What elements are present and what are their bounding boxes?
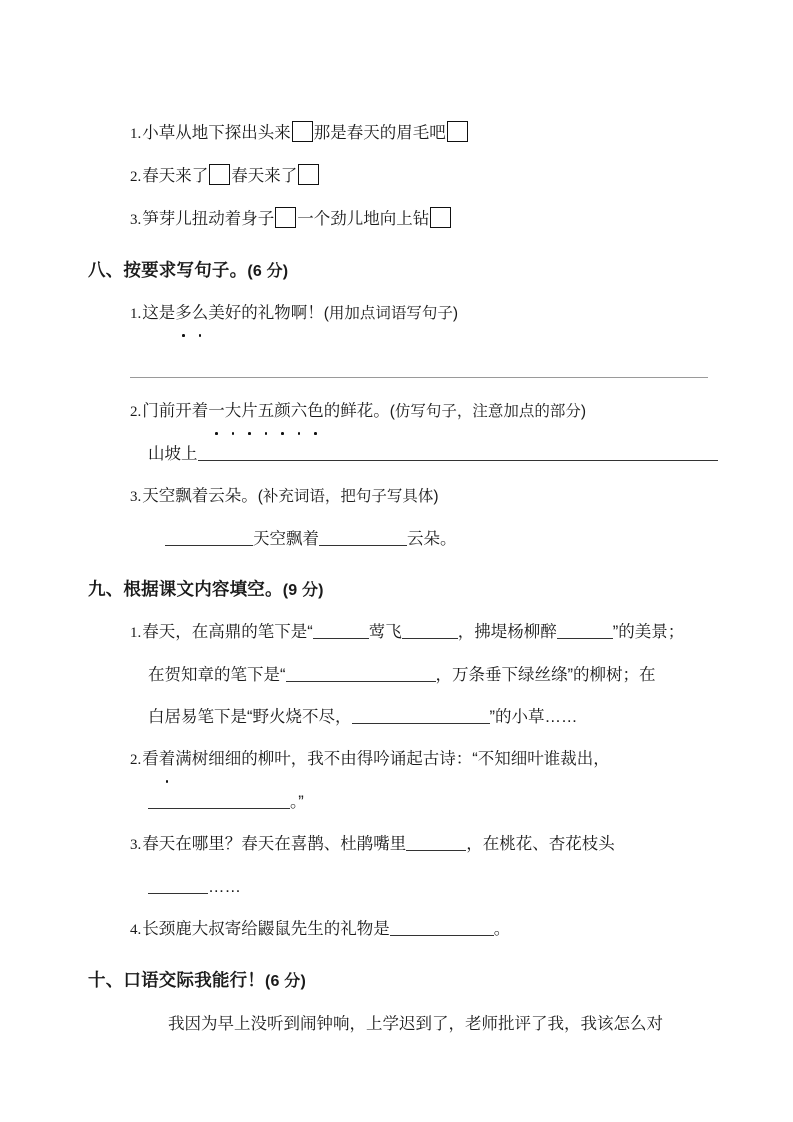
answer-blank[interactable] — [148, 878, 208, 894]
item-number: 1. — [130, 306, 142, 322]
section-eight-points: (6 分) — [247, 263, 289, 280]
item-number: 1. — [130, 126, 142, 142]
item-text: 春天来了 — [142, 167, 209, 185]
answer-blank[interactable] — [198, 445, 538, 461]
spacer — [0, 560, 793, 569]
answer-tail-text: 云朵。 — [407, 530, 457, 548]
answer-blank[interactable] — [313, 623, 369, 639]
spacer — [0, 951, 793, 960]
punctuation-box[interactable] — [447, 121, 468, 142]
spacer — [0, 335, 793, 349]
section-nine-title: 九、根据课文内容填空。 — [88, 579, 283, 599]
item-text: 看 — [142, 750, 159, 768]
item-number: 3. — [130, 489, 142, 505]
section-heading-nine — [0, 569, 793, 611]
item-instruction: (用加点词语写句子) — [323, 305, 459, 322]
item-text: 春天在哪里？春天在喜鹊、杜鹃嘴里 — [142, 835, 407, 853]
section-nine-item-1-line3 — [0, 696, 793, 738]
item-text: ”的小草…… — [489, 708, 578, 726]
section-nine-item-1-line2 — [0, 654, 793, 696]
item-number: 3. — [130, 212, 142, 228]
section-nine-item-2 — [0, 738, 793, 781]
answer-blank[interactable] — [319, 530, 407, 546]
item-instruction: (补充词语，把句子写具体) — [257, 488, 439, 505]
item-text: ，在桃花、杏花枝头 — [466, 835, 615, 853]
punctuation-item-3 — [0, 198, 793, 241]
section-eight-item-3-answer — [0, 518, 793, 560]
section-nine-item-1 — [0, 611, 793, 654]
section-nine-item-3-line2 — [0, 866, 793, 908]
section-nine-item-2-line2 — [0, 781, 793, 823]
item-text: 长颈鹿大叔寄给鼹鼠先生的礼物是 — [142, 920, 390, 938]
item-text: ，拂堤杨柳醉 — [457, 623, 557, 641]
item-number: 2. — [130, 169, 142, 185]
item-text: 在贺知章的笔下是“ — [148, 666, 286, 684]
worksheet-content — [0, 112, 793, 1046]
answer-rule-row — [0, 349, 793, 390]
emphasis-text: 着 — [159, 739, 176, 780]
answer-blank[interactable] — [406, 835, 466, 851]
item-text: ，万条垂下绿丝绦”的柳树；在 — [435, 666, 656, 684]
answer-blank[interactable] — [538, 445, 718, 461]
item-number: 2. — [130, 752, 142, 768]
item-text: 那是春天的眉毛吧 — [313, 124, 446, 142]
answer-blank[interactable] — [402, 623, 458, 639]
section-eight-item-2 — [0, 390, 793, 433]
section-heading-eight — [0, 250, 793, 292]
section-ten-points: (6 分) — [265, 973, 307, 990]
item-text: …… — [208, 878, 241, 896]
item-text: 春天，在高鼎的笔下是“ — [142, 623, 313, 641]
section-eight-item-3 — [0, 475, 793, 518]
item-text: 天空飘着云朵。 — [142, 487, 258, 505]
punctuation-box[interactable] — [298, 164, 319, 185]
item-instruction: (仿写句子，注意加点的部分) — [389, 403, 587, 420]
answer-blank[interactable] — [165, 530, 253, 546]
section-nine-item-4 — [0, 908, 793, 951]
answer-blank[interactable] — [352, 708, 490, 724]
emphasis-text: 多么 — [175, 293, 208, 334]
punctuation-box[interactable] — [275, 207, 296, 228]
section-nine-points: (9 分) — [282, 582, 324, 599]
item-text: 春天来了 — [231, 167, 298, 185]
punctuation-box[interactable] — [430, 207, 451, 228]
section-ten-prompt: 我因为早上没听到闹钟响，上学迟到了，老师批评了我，我该怎么对 — [168, 1015, 663, 1033]
item-number: 2. — [130, 404, 142, 420]
punctuation-item-2 — [0, 155, 793, 198]
answer-blank[interactable] — [390, 920, 494, 936]
item-text: 的鲜花。 — [323, 402, 390, 420]
answer-blank[interactable] — [557, 623, 613, 639]
section-ten-title: 十、口语交际我能行！ — [88, 970, 265, 990]
section-heading-ten — [0, 960, 793, 1002]
emphasis-text: 一大片五颜六色 — [208, 391, 324, 432]
item-text: 笋芽儿扭动着身子 — [142, 210, 275, 228]
punctuation-box[interactable] — [209, 164, 230, 185]
answer-blank[interactable] — [286, 666, 436, 682]
section-eight-item-1 — [0, 292, 793, 335]
punctuation-box[interactable] — [292, 121, 313, 142]
item-number: 3. — [130, 837, 142, 853]
answer-mid-text: 天空飘着 — [253, 530, 319, 548]
item-text: 美好的礼物啊！ — [208, 304, 324, 322]
item-text: 。 — [493, 920, 511, 938]
item-text: ”的美景； — [612, 623, 685, 641]
spacer — [0, 241, 793, 250]
item-text: 。” — [290, 793, 304, 811]
section-eight-item-2-answer — [0, 433, 793, 475]
item-text: 门前开着 — [142, 402, 209, 420]
answer-rule[interactable] — [130, 363, 708, 378]
item-text: 这是 — [142, 304, 176, 322]
item-text: 小草从地下探出头来 — [142, 124, 291, 142]
item-number: 4. — [130, 922, 142, 938]
answer-lead-text: 山坡上 — [148, 445, 198, 463]
item-text: 满树细细的柳叶，我不由得吟诵起古诗：“不知细叶谁裁出， — [175, 750, 610, 768]
section-eight-title: 八、按要求写句子。 — [88, 260, 248, 280]
item-text: 一个劲儿地向上钻 — [297, 210, 430, 228]
item-number: 1. — [130, 625, 142, 641]
punctuation-item-1 — [0, 112, 793, 155]
item-text: 白居易笔下是“野火烧不尽， — [148, 708, 352, 726]
answer-blank[interactable] — [148, 793, 290, 809]
section-nine-item-3 — [0, 823, 793, 866]
item-text: 莺飞 — [368, 623, 402, 641]
